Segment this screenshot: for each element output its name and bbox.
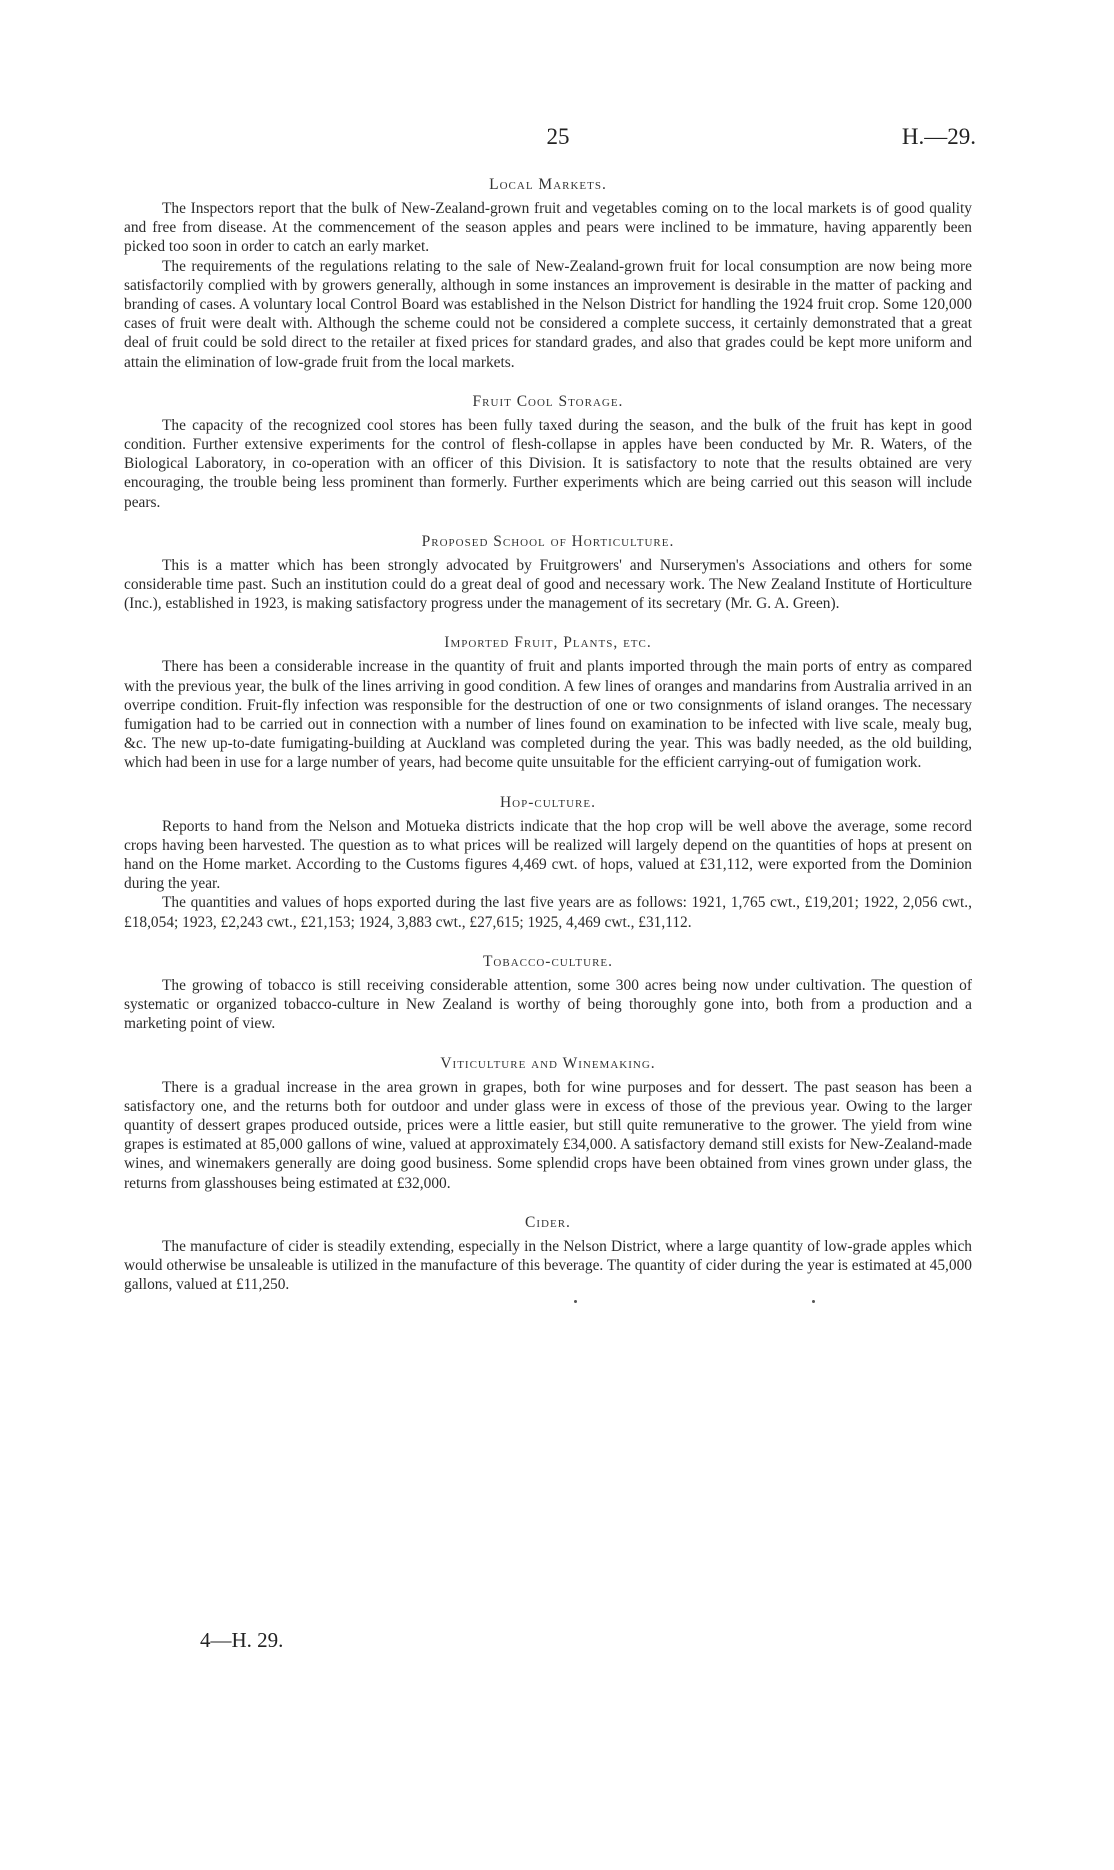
paragraph: The Inspectors report that the bulk of New-Zealand-grown fruit and vegetables coming on to the local markets is of good quality and free from disease. At the commencement of the season apples and pears were inclined to be immature, having apparently been picked too soon in order to catch an early market.: [124, 200, 972, 256]
signature-reference: 4—H. 29.: [200, 1628, 284, 1652]
paragraph: This is a matter which has been strongly advocated by Fruitgrowers' and Nurserymen's Associations and others for some considerable time past. Such an institution could do a great deal of good and necessary work. The New Zealand Institute of Horticulture (Inc.), established in 1923, is making satisfactory progress under the management of its secretary (Mr. G. A. Green).: [124, 556, 972, 613]
section-heading: Fruit Cool Storage.: [472, 392, 624, 410]
paragraph: The quantities and values of hops exported during the last five years are as follows: 1921, 1,765 cwt., £19,201; 1922, 2,056 cwt., £18,054; 1923, £2,243 cwt., £21,153; 1924, 3,883 cwt., £27,615; 1925, 4,469 cwt., £31,112.: [124, 894, 972, 931]
section-viticulture: [124, 1055, 972, 1193]
paragraph: The capacity of the recognized cool stores has been fully taxed during the season, and the bulk of the fruit has kept in good condition. Further extensive experiments for the control of flesh-collapse in apples have been conducted by Mr. R. Waters, of the Biological Laboratory, in co-operation with an officer of this Division. It is satisfactory to note that the results obtained are very encouraging, the trouble being less prominent than formerly. Further experiments which are being carried out this season will include pears.: [124, 416, 972, 511]
section-local-markets: [124, 176, 972, 372]
print-speck: [812, 1300, 815, 1303]
section-heading: Proposed School of Horticulture.: [421, 532, 675, 550]
section-fruit-cool-storage: [124, 393, 972, 512]
section-heading: Local Markets.: [489, 176, 607, 193]
report-reference: H.—29.: [901, 124, 976, 149]
paragraph: There is a gradual increase in the area grown in grapes, both for wine purposes and for dessert. The past season has been a satisfactory one, and the returns both for outdoor and under glass were in excess of those of the previous year. Owing to the larger quantity of dessert grapes produced outside, prices were a little easier, but still quite remunerative to the grower. The yield from wine grapes is estimated at 85,000 gallons of wine, valued at approximately £34,000. A satisfactory demand still exists for New-Zealand-made wines, and winemakers generally are doing good business. Some splendid crops have been obtained from vines grown under glass, the returns from glasshouses being estimated at £32,000.: [124, 1078, 972, 1192]
document-body: [124, 176, 972, 1315]
section-tobacco-culture: [124, 953, 972, 1034]
section-heading: Imported Fruit, Plants, etc.: [444, 634, 652, 652]
section-heading: Tobacco-culture.: [482, 952, 614, 970]
paragraph: The growing of tobacco is still receiving considerable attention, some 300 acres being now under cultivation. The question of systematic or organized tobacco-culture in New Zealand is worthy of being thoroughly gone into, both from a production and a marketing point of view.: [124, 976, 972, 1033]
page-number: 25: [546, 124, 570, 149]
section-heading: Hop-culture.: [499, 793, 596, 811]
paragraph: Reports to hand from the Nelson and Motueka districts indicate that the hop crop will be well above the average, some record crops having been harvested. The question as to what prices will be realized will largely depend on the quantities of hops at present on hand on the Home market. According to the Customs figures 4,469 cwt. of hops, valued at £31,112, were exported from the Dominion during the year.: [124, 817, 972, 893]
section-hop-culture: [124, 794, 972, 932]
paragraph: The requirements of the regulations relating to the sale of New-Zealand-grown fruit for local consumption are now being more satisfactorily complied with by growers generally, although in some instances an improvement is desirable in the matter of packing and branding of cases. A voluntary local Control Board was established in the Nelson District for handling the 1924 fruit crop. Some 120,000 cases of fruit were dealt with. Although the scheme could not be considered a complete success, it certainly demonstrated that a great deal of fruit could be sold direct to the retailer at fixed prices for standard grades, and also that grades could be kept more uniform and attain the elimination of low-grade fruit from the local markets.: [124, 257, 972, 371]
paragraph: There has been a considerable increase in the quantity of fruit and plants imported through the main ports of entry as compared with the previous year, the bulk of the lines arriving in good condition. A few lines of oranges and mandarins from Australia arrived in an overripe condition. Fruit-fly infection was responsible for the destruction of one or two consignments of island oranges. The necessary fumigation had to be carried out in connection with a number of lines found on examination to be infected with live scale, mealy bug, &c. The new up-to-date fumigating-building at Auckland was completed during the year. This was badly needed, as the old building, which had been in use for a large number of years, had become quite unsuitable for the efficient carrying-out of fumigation work.: [124, 658, 972, 772]
section-school-of-horticulture: [124, 533, 972, 614]
section-imported-fruit: [124, 634, 972, 772]
section-heading: Cider.: [525, 1213, 571, 1231]
print-speck: [574, 1300, 577, 1303]
paragraph: The manufacture of cider is steadily extending, especially in the Nelson District, where a large quantity of low-grade apples which would otherwise be unsaleable is utilized in the manufacture of this beverage. The quantity of cider during the year is estimated at 45,000 gallons, valued at £11,250.: [124, 1237, 972, 1294]
section-heading: Viticulture and Winemaking.: [440, 1054, 656, 1072]
section-cider: [124, 1214, 972, 1295]
